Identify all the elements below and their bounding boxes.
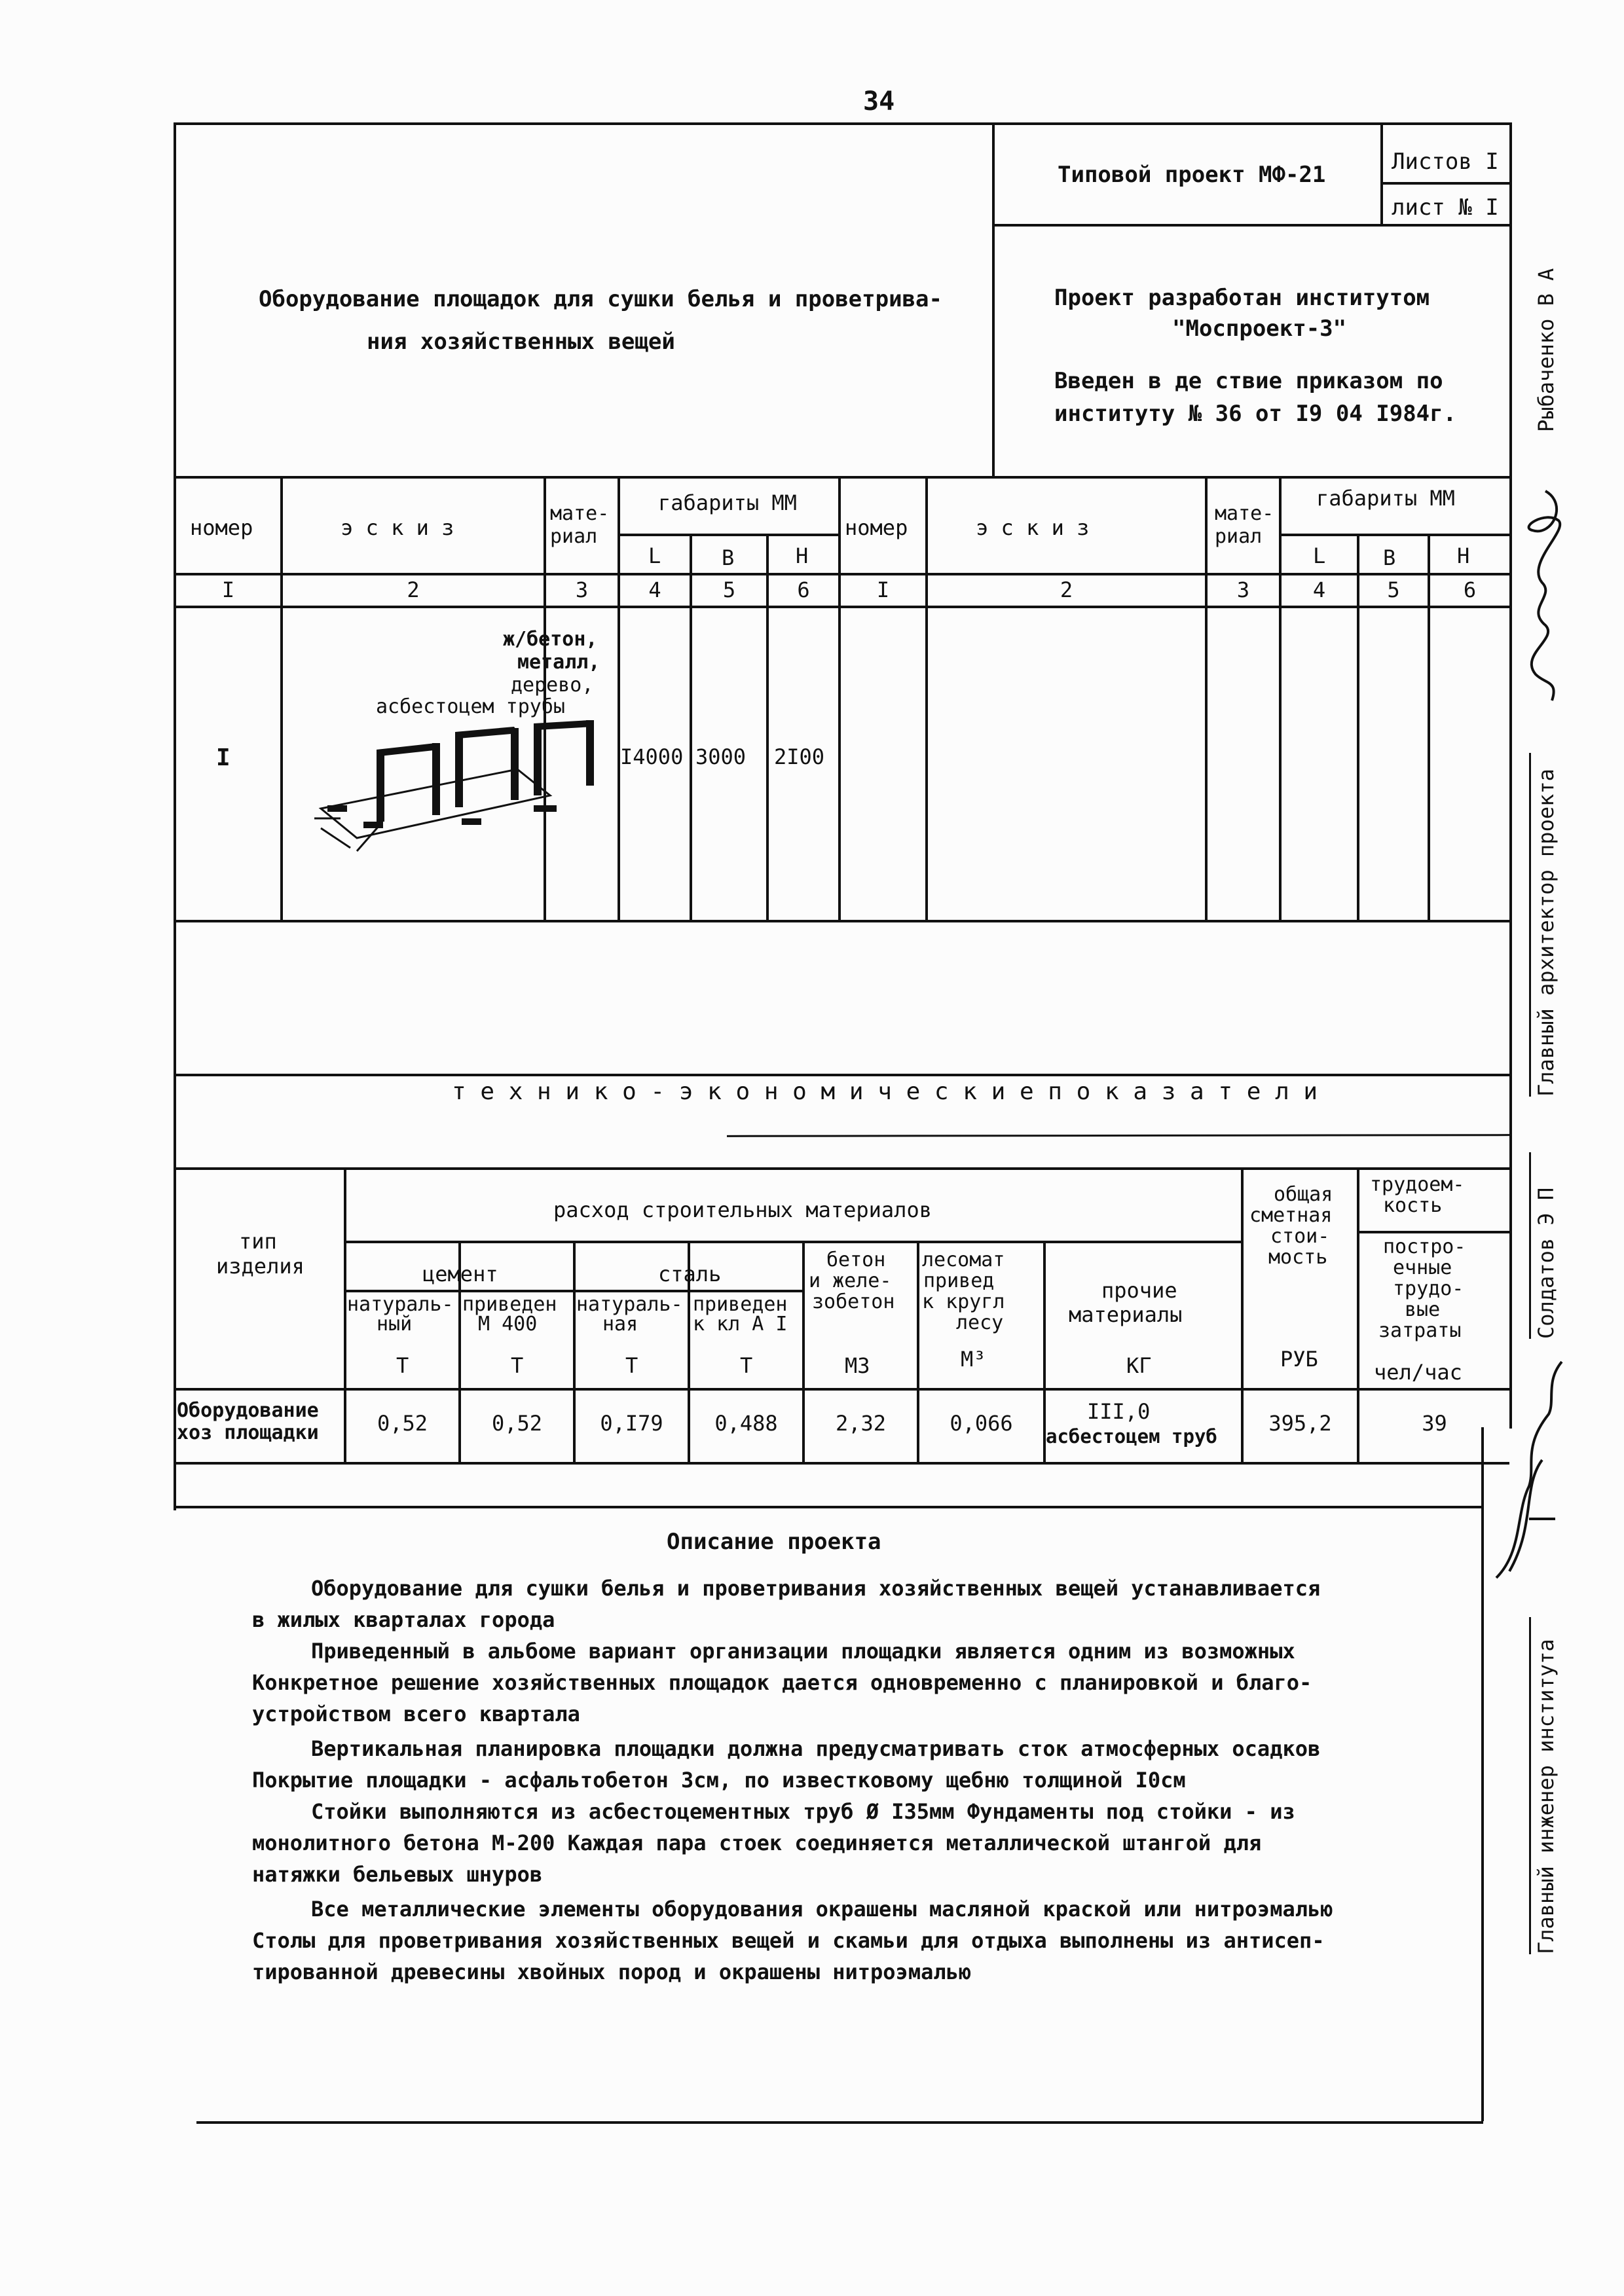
post-icon <box>455 732 463 807</box>
items-col-line <box>280 476 283 920</box>
header-number: номер <box>845 515 908 540</box>
side-line <box>1529 1152 1531 1339</box>
tei-timber-l2: привед <box>923 1269 995 1292</box>
items-col-line <box>925 476 928 920</box>
stamp-title-line2: ния хозяйственных вещей <box>367 329 675 355</box>
tei-unit-steel-red: Т <box>740 1353 753 1378</box>
items-row-line <box>174 606 1509 608</box>
tei-heading: т е х н и к о - э к о н о м и ч е с к и е п о к а з а т е л и <box>452 1078 1318 1105</box>
tei-timber-l4: лесу <box>956 1311 1004 1334</box>
col-number: 3 <box>575 577 589 602</box>
tei-concrete-value: 2,32 <box>835 1411 887 1436</box>
tei-labor-l2: кость <box>1383 1194 1443 1217</box>
col-number: 6 <box>1463 577 1477 602</box>
side-soldatov: Солдатов Э П <box>1534 1187 1559 1339</box>
tei-materials-header: расход строительных материалов <box>553 1197 932 1222</box>
tei-natural-l1: натураль- <box>347 1293 454 1316</box>
header-L: L <box>1313 543 1326 568</box>
tei-unit-cost: РУБ <box>1280 1347 1318 1372</box>
tei-row-line <box>174 1462 1509 1465</box>
tei-other-l2: материалы <box>1069 1302 1183 1327</box>
stamp-sheet-number: лист № I <box>1392 194 1499 221</box>
tei-unit-cement-red: Т <box>511 1353 524 1378</box>
item-number: I <box>216 744 231 771</box>
tei-unit-concrete: М3 <box>845 1353 870 1378</box>
tei-unit-timber: М³ <box>961 1347 986 1372</box>
items-col-line <box>838 476 841 920</box>
header-material-l1: мате- <box>550 502 610 525</box>
col-number: 2 <box>407 577 420 602</box>
items-row-line <box>1279 534 1509 536</box>
page-number: 34 <box>863 86 895 117</box>
description-line: Вертикальная планировка площадки должна предусматривать сток атмосферных осадков <box>311 1736 1321 1761</box>
items-col-line <box>618 476 620 920</box>
stamp-divider <box>992 122 995 476</box>
tei-timber-l3: к кругл <box>922 1290 1005 1313</box>
tei-row-line <box>174 1388 1509 1391</box>
tei-labor-sub-l3: трудо- <box>1393 1277 1464 1300</box>
items-row-line <box>174 1074 1509 1076</box>
header-material-l2: риал <box>550 525 598 548</box>
header-number: номер <box>190 515 253 540</box>
header-sketch: э с к и з <box>976 515 1090 540</box>
tei-cost-l2: сметная <box>1249 1204 1333 1227</box>
stamp-bottom <box>174 476 1509 479</box>
items-col-line <box>1279 476 1282 920</box>
bench-icon <box>327 805 347 812</box>
col-number: 2 <box>1060 577 1073 602</box>
tei-natural-l2: ный <box>377 1313 413 1336</box>
tei-row-name-l2: хоз площадки <box>177 1421 319 1444</box>
header-B: В <box>1383 545 1396 570</box>
tei-reduced-steel-l1: приведен <box>693 1293 788 1316</box>
tei-row-line <box>1357 1231 1509 1233</box>
tei-top <box>174 1167 1509 1170</box>
tei-type-l2: изделия <box>216 1254 304 1279</box>
tei-labor-sub-l2: ечные <box>1393 1256 1452 1279</box>
item-material-l1: ж/бетон, <box>503 628 598 651</box>
tei-other-l1: прочие <box>1101 1278 1177 1303</box>
item-material-l3: дерево, <box>511 674 594 697</box>
tei-steel-natural: 0,I79 <box>600 1411 663 1436</box>
description-heading: Описание проекта <box>667 1529 881 1555</box>
tei-cost-l3: стои- <box>1270 1225 1330 1248</box>
tei-reduced-l1: приведен <box>462 1293 557 1316</box>
side-chief-architect: Главный архитектор проекта <box>1534 769 1559 1097</box>
frame-left <box>174 122 176 1510</box>
item-material-l4: асбестоцем трубы <box>376 695 565 718</box>
col-number: 6 <box>797 577 810 602</box>
tei-unit-other: КГ <box>1126 1353 1152 1378</box>
description-line: устройством всего квартала <box>252 1702 580 1726</box>
description-line: Все металлические элементы оборудования окрашены масляной краской или нитроэмалью <box>311 1897 1333 1922</box>
header-H: Н <box>1457 543 1470 568</box>
header-B: В <box>722 545 735 570</box>
post-icon <box>377 750 384 822</box>
tei-labor-sub-l5: затраты <box>1378 1319 1462 1342</box>
tei-labor-sub-l4: вые <box>1405 1298 1441 1321</box>
sketch-drawing <box>301 720 602 884</box>
description-line: Стойки выполняются из асбестоцементных труб Ø I35мм Фундаменты под стойки - из <box>311 1799 1295 1824</box>
col-number: 4 <box>1312 577 1326 602</box>
header-sketch: э с к и з <box>341 515 454 540</box>
tei-natural-steel-l1: натураль- <box>576 1293 683 1316</box>
bench-icon <box>534 805 557 812</box>
tei-unit-cement-nat: Т <box>396 1353 409 1378</box>
post-icon <box>586 720 594 786</box>
tei-row-line <box>344 1241 1241 1243</box>
col-number: I <box>221 577 235 602</box>
col-number: 3 <box>1236 577 1250 602</box>
side-chief-engineer: Главный инженер института <box>1534 1639 1559 1954</box>
side-line <box>1529 753 1531 1097</box>
side-line <box>1529 1617 1531 1954</box>
tei-cost-l1: общая <box>1274 1183 1333 1206</box>
tei-natural-steel-l2: ная <box>602 1313 638 1336</box>
tei-reduced-steel-l2: к кл А I <box>693 1313 788 1336</box>
tei-other-value: III,0 <box>1087 1399 1151 1424</box>
description-line: Приведенный в альбоме вариант организации площадки является одним из возможных <box>311 1639 1295 1664</box>
tei-concrete-l2: и желе- <box>809 1269 892 1292</box>
description-line: Оборудование для сушки белья и проветривания хозяйственных вещей устанавливается <box>311 1576 1321 1601</box>
tei-row-line <box>344 1290 802 1292</box>
description-line: Конкретное решение хозяйственных площадок дается одновременно с планировкой и благо- <box>252 1670 1312 1695</box>
tei-reduced-l2: М 400 <box>478 1313 538 1336</box>
tei-section-bottom <box>174 1506 1483 1508</box>
tei-steel-reduced: 0,488 <box>714 1411 778 1436</box>
tei-timber-l1: лесомат <box>922 1248 1005 1271</box>
tei-line <box>727 1134 1509 1137</box>
header-L: L <box>648 543 661 568</box>
tei-labor-l1: трудоем- <box>1370 1173 1465 1196</box>
item-material-l2: металл, <box>517 651 600 674</box>
description-line: тированной древесины хвойных пород и окрашены нитроэмалью <box>252 1959 972 1984</box>
header-H: Н <box>796 543 809 568</box>
description-line: Столы для проветривания хозяйственных вещей и скамьи для отдыха выполнены из антисеп- <box>252 1928 1325 1953</box>
description-line: в жилых кварталах города <box>252 1607 555 1632</box>
frame-top <box>174 122 1509 125</box>
items-row-line <box>618 534 838 536</box>
stamp-divider-horizontal <box>992 224 1511 227</box>
frame-bottom <box>196 2121 1483 2124</box>
tei-type-l1: тип <box>239 1229 277 1254</box>
description-line: монолитного бетона М-200 Каждая пара стоек соединяется металлической штангой для <box>252 1831 1262 1855</box>
col-number: 4 <box>648 577 661 602</box>
tei-concrete-l3: зобетон <box>812 1290 895 1313</box>
side-rybachenko: Рыбаченко В А <box>1534 268 1559 432</box>
bench-icon <box>462 818 481 825</box>
header-material-l1: мате- <box>1215 502 1274 525</box>
tei-cement-reduced: 0,52 <box>491 1411 543 1436</box>
header-dims: габариты ММ <box>658 490 797 515</box>
stamp-introduced-line2: институту № 36 от I9 04 I984г. <box>1054 401 1457 427</box>
stamp-developed-line2: "Моспроект-3" <box>1172 316 1347 342</box>
item-length: I4000 <box>620 744 684 769</box>
col-number: 5 <box>722 577 736 602</box>
description-line: натяжки бельевых шнуров <box>252 1862 543 1887</box>
post-icon <box>432 743 440 815</box>
stamp-sheets-total: Листов I <box>1392 149 1499 175</box>
items-row-line <box>174 920 1509 922</box>
items-col-line <box>1205 476 1208 920</box>
frame-right-top <box>1509 122 1512 1429</box>
tei-other-note: асбестоцем труб <box>1046 1425 1217 1448</box>
stamp-divider-sheetrow <box>1380 182 1511 185</box>
post-icon <box>511 728 519 800</box>
item-height: 2I00 <box>774 744 825 769</box>
bench-icon <box>363 822 383 828</box>
description-line: Покрытие площадки - асфальтобетон 3см, по известковому щебню толщиной I0см <box>252 1768 1186 1793</box>
signature-icon <box>1483 1355 1568 1591</box>
tei-cement: цемент <box>422 1262 498 1286</box>
signature-icon <box>1506 484 1585 720</box>
tei-row-name-l1: Оборудование <box>177 1399 319 1422</box>
header-dims: габариты ММ <box>1316 486 1455 511</box>
stamp-introduced-line1: Введен в де ствие приказом по <box>1054 368 1443 394</box>
col-number: I <box>876 577 890 602</box>
stamp-project-label: Типовой проект МФ-21 <box>1058 162 1326 188</box>
col-number: 5 <box>1387 577 1400 602</box>
tei-concrete-l1: бетон <box>826 1248 886 1271</box>
stamp-title-line1: Оборудование площадок для сушки белья и проветрива- <box>259 286 942 312</box>
tei-cost-value: 395,2 <box>1268 1411 1332 1436</box>
stamp-divider-sheets <box>1380 122 1383 224</box>
tei-cost-l4: мость <box>1268 1246 1328 1269</box>
post-icon <box>534 723 542 795</box>
tei-unit-steel-nat: Т <box>625 1353 638 1378</box>
stamp-developed-line1: Проект разработан институтом <box>1054 285 1430 311</box>
items-row-line <box>174 573 1509 575</box>
item-width: 3000 <box>695 744 747 769</box>
tei-labor-sub-l1: постро- <box>1383 1235 1466 1258</box>
header-material-l2: риал <box>1215 525 1263 548</box>
tei-unit-labor: чел/час <box>1374 1360 1462 1385</box>
tei-labor-value: 39 <box>1422 1411 1447 1436</box>
tei-cement-natural: 0,52 <box>377 1411 428 1436</box>
tei-steel: сталь <box>658 1262 722 1286</box>
tei-timber-value: 0,066 <box>950 1411 1013 1436</box>
